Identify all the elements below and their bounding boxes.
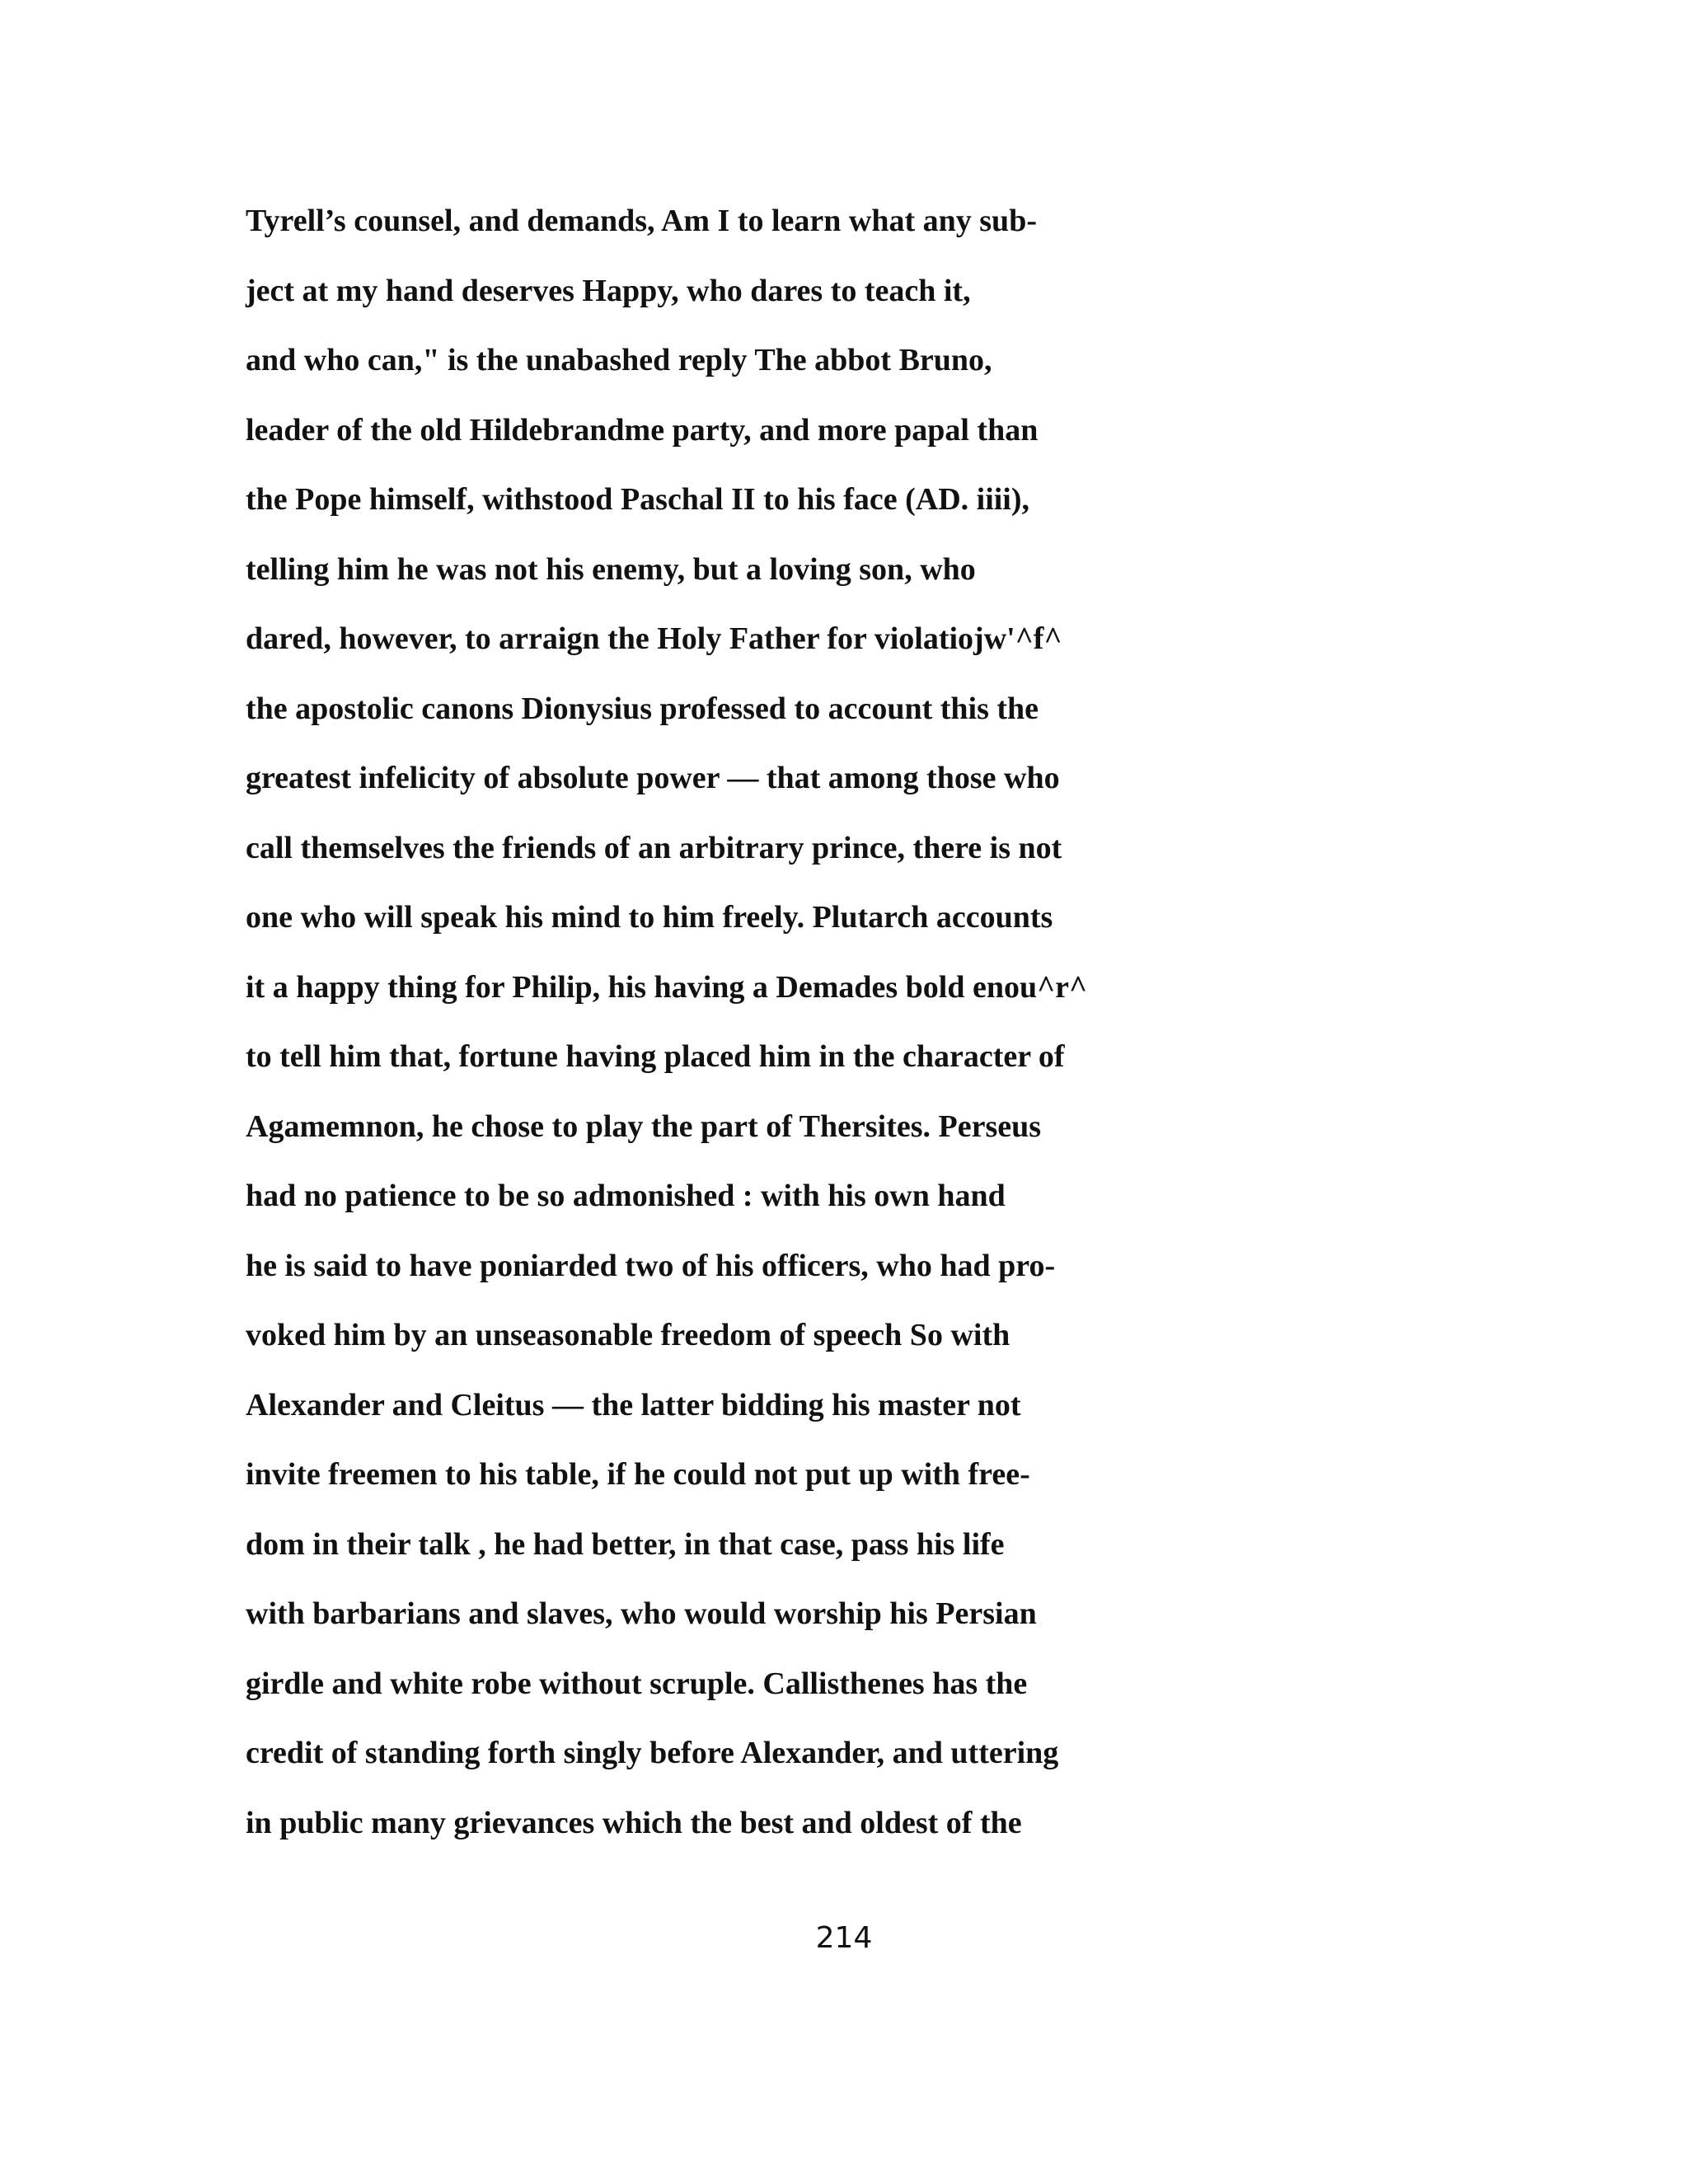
text-line: to tell him that, fortune having placed him in the character of <box>246 1039 1065 1074</box>
text-line: telling him he was not his enemy, but a loving son, who <box>246 551 976 587</box>
text-line: leader of the old Hildebrandme party, and more papal than <box>246 412 1039 448</box>
text-line: and who can," is the unabashed reply The abbot Bruno, <box>246 343 992 377</box>
text-line: ject at my hand deserves Happy, who dares to teach it, <box>246 273 971 308</box>
body-text <box>246 186 1482 1858</box>
text-line: Tyrell’s counsel, and demands, Am I to learn what any sub- <box>246 204 1037 238</box>
text-line: greatest infelicity of absolute power — that among those who <box>246 761 1060 795</box>
text-line: he is said to have poniarded two of his officers, who had pro- <box>246 1248 1056 1283</box>
text-line: credit of standing forth singly before Alexander, and uttering <box>246 1736 1059 1770</box>
text-line: Alexander and Cleitus — the latter bidding his master not <box>246 1387 1021 1422</box>
text-line: the Pope himself, withstood Paschal II to his face (AD. iiii), <box>246 482 1030 517</box>
text-line: Agamemnon, he chose to play the part of Thersites. Perseus <box>246 1108 1042 1144</box>
text-line: the apostolic canons Dionysius professed to account this the <box>246 691 1039 726</box>
text-line: had no patience to be so admonished : with his own hand <box>246 1179 1006 1213</box>
text-line: call themselves the friends of an arbitrary prince, there is not <box>246 830 1062 865</box>
text-line: it a happy thing for Philip, his having a Demades bold enou^r^ <box>246 969 1088 1005</box>
text-line: in public many grievances which the best and oldest of the <box>246 1805 1022 1840</box>
text-line: one who will speak his mind to him freely. Plutarch accounts <box>246 900 1053 935</box>
text-line: dom in their talk , he had better, in that case, pass his life <box>246 1526 1005 1562</box>
page-number: 214 <box>815 1921 873 1955</box>
text-line: dared, however, to arraign the Holy Father for violatiojw'^f^ <box>246 621 1062 656</box>
text-line: with barbarians and slaves, who would worship his Persian <box>246 1596 1037 1631</box>
text-line: invite freemen to his table, if he could not put up with free- <box>246 1457 1030 1492</box>
text-line: voked him by an unseasonable freedom of speech So with <box>246 1318 1010 1352</box>
text-line: girdle and white robe without scruple. Callisthenes has the <box>246 1666 1028 1701</box>
